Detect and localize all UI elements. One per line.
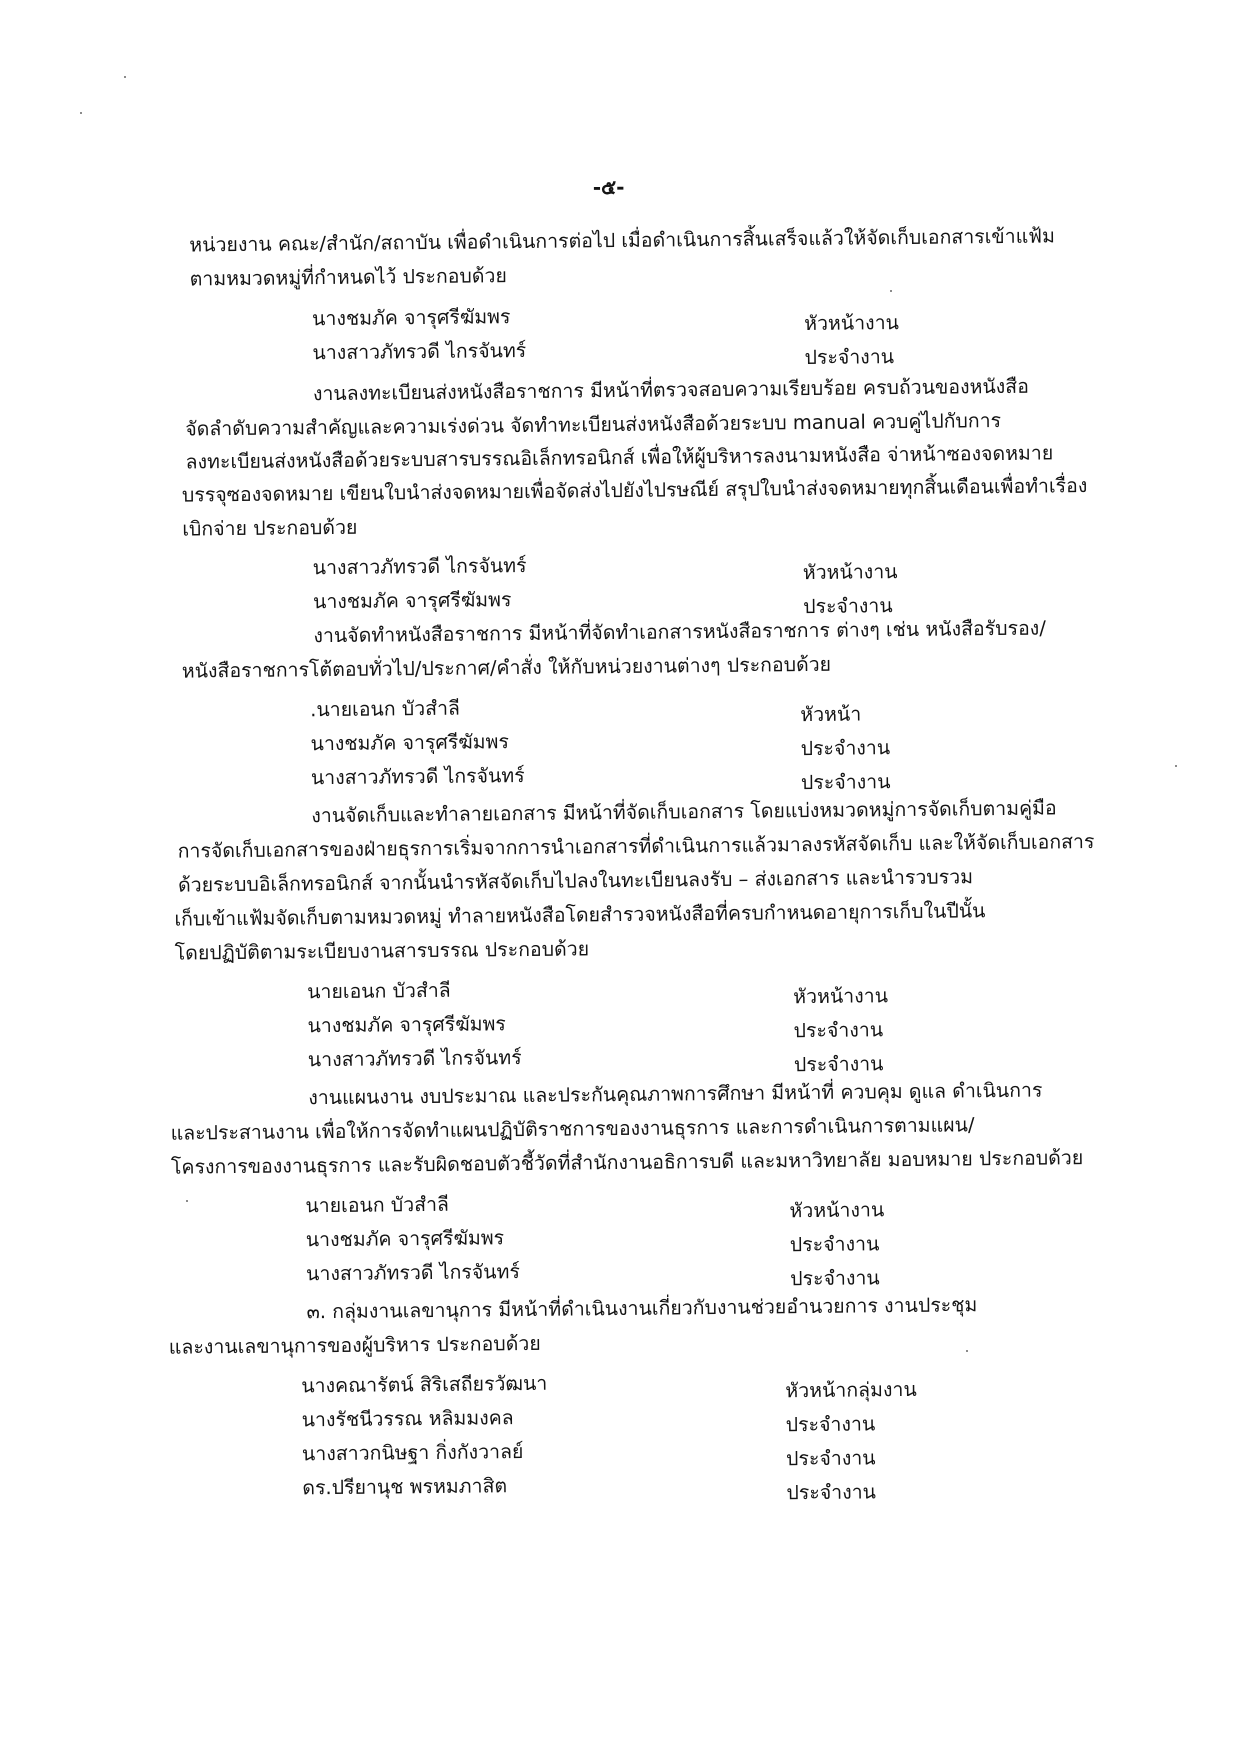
staff-name: นางชมภัค จารุศรีฆัมพร xyxy=(307,1012,506,1038)
scan-speck xyxy=(80,112,82,114)
body-line: โดยปฏิบัติตามระเบียบงานสารบรรณ ประกอบด้วย xyxy=(174,937,590,965)
body-line: เก็บเข้าแฟ้มจัดเก็บตามหมวดหมู่ ทำลายหนังสือโดยสำรวจหนังสือที่ครบกำหนดอายุการเก็บในปีนั้น xyxy=(174,899,986,931)
staff-role: หัวหน้างาน xyxy=(802,560,898,585)
staff-role: หัวหน้ากลุ่มงาน xyxy=(785,1377,917,1403)
body-line: โครงการของงานธุรการ และรับผิดชอบตัวชี้วัดที่สำนักงานอธิการบดี และมหาวิทยาลัย มอบหมาย ประกอบด้วย xyxy=(170,1146,1084,1179)
staff-role: ประจำงาน xyxy=(803,594,893,619)
staff-name: นางชมภัค จารุศรีฆัมพร xyxy=(310,730,510,756)
staff-name: นางรัชนีวรรณ หลิมมงคล xyxy=(301,1406,514,1432)
staff-name: นางสาวภัทรวดี ไกรจันทร์ xyxy=(305,1260,520,1286)
staff-name: นางสาวภัทรวดี ไกรจันทร์ xyxy=(310,763,525,790)
staff-name: นายเอนก บัวสำลี xyxy=(307,978,451,1004)
staff-name: .นายเอนก บัวสำลี xyxy=(310,696,461,722)
staff-name: นางคณารัตน์ สิริเสถียรวัฒนา xyxy=(301,1371,548,1398)
staff-role: ประจำงาน xyxy=(786,1480,877,1505)
staff-role: ประจำงาน xyxy=(804,345,895,370)
staff-name: นางชมภัค จารุศรีฆัมพร xyxy=(305,1226,505,1252)
scan-speck xyxy=(124,76,126,78)
staff-role: ประจำงาน xyxy=(785,1412,876,1437)
staff-name: นางสาวกนิษฐา กิ่งกังวาลย์ xyxy=(301,1440,524,1466)
scan-speck xyxy=(186,1200,188,1202)
body-line: และประสานงาน เพื่อให้การจัดทำแผนปฏิบัติราชการของงานธุรการ และการดำเนินการตามแผน/ xyxy=(170,1113,975,1145)
scan-speck xyxy=(890,290,892,292)
staff-role: ประจำงาน xyxy=(800,736,891,761)
staff-role: หัวหน้า xyxy=(800,702,862,727)
staff-name: นายเอนก บัวสำลี xyxy=(305,1192,450,1218)
staff-role: ประจำงาน xyxy=(790,1266,880,1291)
body-line: การจัดเก็บเอกสารของฝ่ายธุรการเริ่มจากการนำเอกสารที่ดำเนินการแล้วมาลงรหัสจัดเก็บ และให้จัดเก็บเอกสาร xyxy=(177,830,1095,863)
staff-role: ประจำงาน xyxy=(785,1446,876,1471)
body-line: บรรจุซองจดหมาย เขียนใบนำส่งจดหมายเพื่อจัดส่งไปยังไปรษณีย์ สรุปใบนำส่งจดหมายทุกสิ้นเดือนเพื่อทำเรื่อง xyxy=(181,474,1088,507)
staff-role: ประจำงาน xyxy=(793,1052,884,1077)
staff-name: นางสาวภัทรวดี ไกรจันทร์ xyxy=(312,553,527,580)
body-line: เบิกจ่าย ประกอบด้วย xyxy=(182,515,358,541)
staff-role: หัวหน้างาน xyxy=(789,1198,885,1223)
staff-role: หัวหน้างาน xyxy=(793,984,889,1009)
staff-role: ประจำงาน xyxy=(800,770,891,795)
section-intro: งานลงทะเบียนส่งหนังสือราชการ มีหน้าที่ตรวจสอบความเรียบร้อย ครบถ้วนของหนังสือ xyxy=(312,374,1029,406)
section-intro: ๓. กลุ่มงานเลขานุการ มีหน้าที่ดำเนินงานเกี่ยวกับงานช่วยอำนวยการ งานประชุม xyxy=(306,1293,978,1324)
page-number: -๕- xyxy=(592,174,625,200)
body-line: จัดลำดับความสำคัญและความเร่งด่วน จัดทำทะเบียนส่งหนังสือด้วยระบบ manual ควบคู่ไปกับการ xyxy=(185,408,1002,441)
body-line: ด้วยระบบอิเล็กทรอนิกส์ จากนั้นนำรหัสจัดเก็บไปลงในทะเบียนลงรับ – ส่งเอกสาร และนำรวบรวม xyxy=(177,865,974,897)
section-intro: งานจัดเก็บและทำลายเอกสาร มีหน้าที่จัดเก็บเอกสาร โดยแบ่งหมวดหมู่การจัดเก็บตามคู่มือ xyxy=(311,796,1057,828)
body-line: ตามหมวดหมู่ที่กำหนดไว้ ประกอบด้วย xyxy=(189,264,507,291)
body-line: และงานเลขานุการของผู้บริหาร ประกอบด้วย xyxy=(168,1331,541,1359)
body-line: หน่วยงาน คณะ/สำนัก/สถาบัน เพื่อดำเนินการต่อไป เมื่อดำเนินการสิ้นเสร็จแล้วให้จัดเก็บเอกสารเข้าแฟ้ม xyxy=(189,224,1055,257)
staff-name: ดร.ปรียานุช พรหมภาสิต xyxy=(302,1474,508,1500)
staff-role: ประจำงาน xyxy=(789,1232,880,1257)
staff-name: นางชมภัค จารุศรีฆัมพร xyxy=(312,588,512,614)
staff-name: นางสาวภัทรวดี ไกรจันทร์ xyxy=(312,338,527,365)
staff-role: ประจำงาน xyxy=(793,1018,884,1043)
staff-name: นางสาวภัทรวดี ไกรจันทร์ xyxy=(307,1046,522,1072)
scan-speck xyxy=(966,1350,968,1352)
body-line: หนังสือราชการโต้ตอบทั่วไป/ประกาศ/คำสั่ง ให้กับหน่วยงานต่างๆ ประกอบด้วย xyxy=(181,652,832,683)
scan-speck xyxy=(1175,765,1177,767)
section-intro: งานแผนงาน งบประมาณ และประกันคุณภาพการศึกษา มีหน้าที่ ควบคุม ดูแล ดำเนินการ xyxy=(308,1078,1043,1110)
staff-role: หัวหน้างาน xyxy=(804,311,900,336)
section-intro: งานจัดทำหนังสือราชการ มีหน้าที่จัดทำเอกสารหนังสือราชการ ต่างๆ เช่น หนังสือรับรอง/ xyxy=(313,616,1046,648)
staff-name: นางชมภัค จารุศรีฆัมพร xyxy=(311,305,511,331)
body-line: ลงทะเบียนส่งหนังสือด้วยระบบสารบรรณอิเล็กทรอนิกส์ เพื่อให้ผู้บริหารลงนามหนังสือ จ่าหน้าซองจดหมาย xyxy=(185,441,1054,474)
